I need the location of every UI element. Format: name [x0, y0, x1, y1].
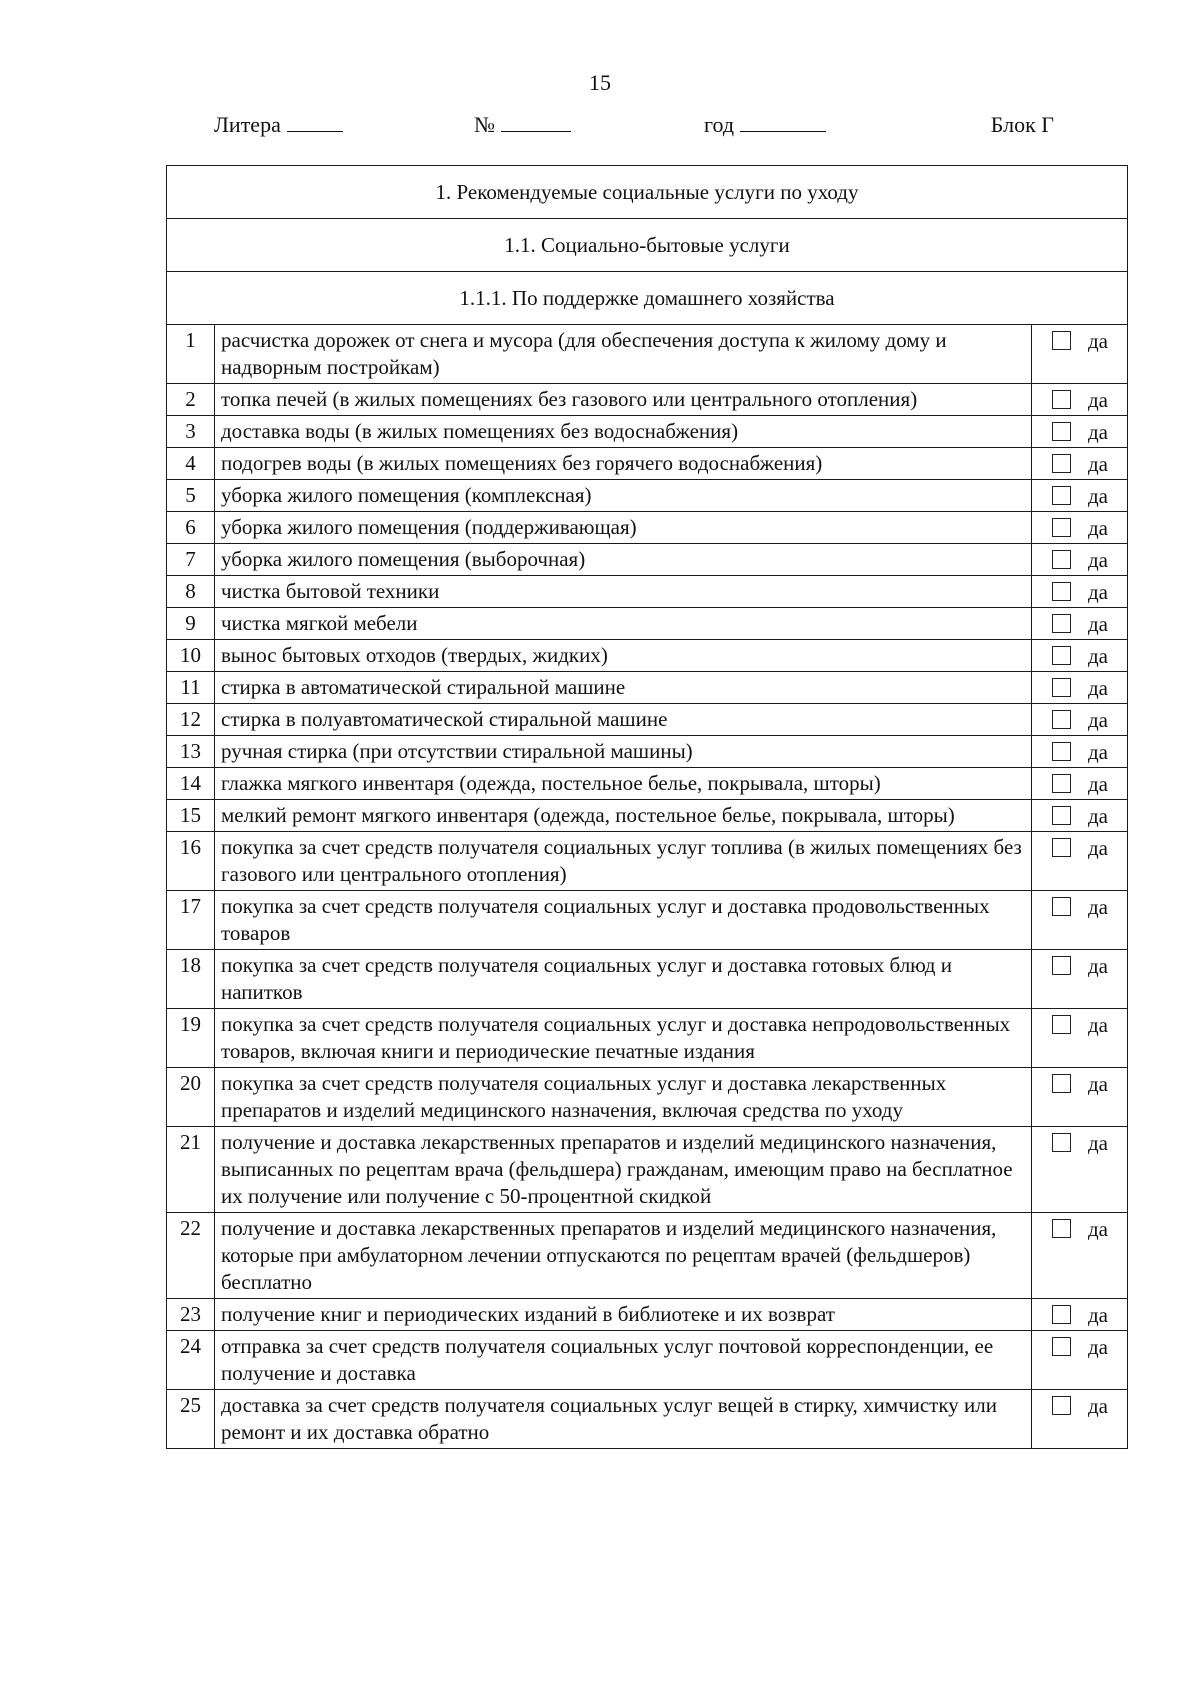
service-description: покупка за счет средств получателя социальных услуг и доставка продовольственных товаров [215, 891, 1032, 950]
yes-label: да [1088, 708, 1109, 732]
subsubsection-title: 1.1.1. По поддержке домашнего хозяйства [167, 272, 1128, 325]
yes-checkbox[interactable] [1052, 1396, 1071, 1415]
row-number: 12 [167, 704, 215, 736]
yes-label: да [1088, 1072, 1109, 1096]
row-number: 20 [167, 1068, 215, 1127]
yes-checkbox[interactable] [1052, 1015, 1071, 1034]
row-number: 6 [167, 512, 215, 544]
service-description: мелкий ремонт мягкого инвентаря (одежда, постельное белье, покрывала, шторы) [215, 800, 1032, 832]
table-row [167, 950, 1128, 1009]
yes-label: да [1088, 548, 1109, 572]
yes-checkbox[interactable] [1052, 582, 1071, 601]
table-row [167, 891, 1128, 950]
row-number: 19 [167, 1009, 215, 1068]
table-row [167, 325, 1128, 384]
row-number: 2 [167, 384, 215, 416]
yes-label: да [1088, 676, 1109, 700]
yes-checkbox[interactable] [1052, 1337, 1071, 1356]
table-row [167, 1299, 1128, 1331]
number-label: № [474, 112, 495, 137]
row-number: 18 [167, 950, 215, 1009]
yes-checkbox[interactable] [1052, 1074, 1071, 1093]
yes-checkbox[interactable] [1052, 897, 1071, 916]
yes-label: да [1088, 895, 1109, 919]
yes-label: да [1088, 1394, 1109, 1418]
services-table [166, 165, 1128, 1449]
yes-label: да [1088, 1335, 1109, 1359]
service-description: уборка жилого помещения (поддерживающая) [215, 512, 1032, 544]
answer-cell [1032, 325, 1128, 384]
row-number: 10 [167, 640, 215, 672]
yes-checkbox[interactable] [1052, 454, 1071, 473]
year-blank[interactable] [740, 111, 826, 132]
table-row [167, 672, 1128, 704]
answer-cell [1032, 544, 1128, 576]
row-number: 15 [167, 800, 215, 832]
service-description: доставка за счет средств получателя социальных услуг вещей в стирку, химчистку или ремонт и их доставка обратно [215, 1390, 1032, 1449]
subsection-title: 1.1. Социально-бытовые услуги [167, 219, 1128, 272]
yes-checkbox[interactable] [1052, 550, 1071, 569]
service-description: стирка в полуавтоматической стиральной машине [215, 704, 1032, 736]
year-label: год [704, 112, 735, 137]
table-row [167, 1331, 1128, 1390]
service-description: покупка за счет средств получателя социальных услуг топлива (в жилых помещениях без газового или центрального отопления) [215, 832, 1032, 891]
row-number: 23 [167, 1299, 215, 1331]
yes-label: да [1088, 836, 1109, 860]
yes-label: да [1088, 1303, 1109, 1327]
page-number: 15 [589, 70, 611, 95]
table-row [167, 832, 1128, 891]
answer-cell [1032, 512, 1128, 544]
table-row [167, 1009, 1128, 1068]
yes-label: да [1088, 388, 1109, 412]
answer-cell [1032, 672, 1128, 704]
service-description: стирка в автоматической стиральной машине [215, 672, 1032, 704]
row-number: 25 [167, 1390, 215, 1449]
table-row [167, 608, 1128, 640]
service-description: вынос бытовых отходов (твердых, жидких) [215, 640, 1032, 672]
table-row [167, 384, 1128, 416]
answer-cell [1032, 950, 1128, 1009]
row-number: 22 [167, 1213, 215, 1299]
service-description: получение книг и периодических изданий в библиотеке и их возврат [215, 1299, 1032, 1331]
yes-label: да [1088, 484, 1109, 508]
yes-checkbox[interactable] [1052, 422, 1071, 441]
service-description: уборка жилого помещения (выборочная) [215, 544, 1032, 576]
answer-cell [1032, 1213, 1128, 1299]
answer-cell [1032, 704, 1128, 736]
service-description: топка печей (в жилых помещениях без газового или центрального отопления) [215, 384, 1032, 416]
row-number: 11 [167, 672, 215, 704]
row-number: 17 [167, 891, 215, 950]
service-description: получение и доставка лекарственных препаратов и изделий медицинского назначения, которые при амбулаторном лечении отпускаются по рецептам врачей (фельдшеров) бесплатно [215, 1213, 1032, 1299]
service-description: чистка мягкой мебели [215, 608, 1032, 640]
table-row [167, 736, 1128, 768]
yes-label: да [1088, 329, 1109, 353]
form-header [214, 111, 1054, 139]
section-row [167, 166, 1128, 219]
service-description: подогрев воды (в жилых помещениях без горячего водоснабжения) [215, 448, 1032, 480]
row-number: 7 [167, 544, 215, 576]
answer-cell [1032, 640, 1128, 672]
yes-checkbox[interactable] [1052, 646, 1071, 665]
service-description: расчистка дорожек от снега и мусора (для обеспечения доступа к жилому дому и надворным постройкам) [215, 325, 1032, 384]
table-row [167, 1390, 1128, 1449]
answer-cell [1032, 768, 1128, 800]
row-number: 1 [167, 325, 215, 384]
answer-cell [1032, 480, 1128, 512]
answer-cell [1032, 891, 1128, 950]
yes-label: да [1088, 452, 1109, 476]
litera-field [214, 111, 343, 139]
yes-checkbox[interactable] [1052, 1219, 1071, 1238]
row-number: 5 [167, 480, 215, 512]
table-row [167, 1127, 1128, 1213]
answer-cell [1032, 1299, 1128, 1331]
table-row [167, 768, 1128, 800]
yes-label: да [1088, 772, 1109, 796]
number-field [474, 111, 571, 139]
answer-cell [1032, 800, 1128, 832]
table-row [167, 416, 1128, 448]
table-row [167, 800, 1128, 832]
table-row [167, 1213, 1128, 1299]
subsection-row [167, 219, 1128, 272]
service-description: покупка за счет средств получателя социальных услуг и доставка лекарственных препаратов и изделий медицинского назначения, включая средства по уходу [215, 1068, 1032, 1127]
answer-cell [1032, 1331, 1128, 1390]
service-description: ручная стирка (при отсутствии стиральной машины) [215, 736, 1032, 768]
yes-checkbox[interactable] [1052, 486, 1071, 505]
service-description: отправка за счет средств получателя социальных услуг почтовой корреспонденции, ее получение и доставка [215, 1331, 1032, 1390]
yes-label: да [1088, 612, 1109, 636]
yes-checkbox[interactable] [1052, 614, 1071, 633]
year-field [704, 111, 826, 139]
yes-label: да [1088, 644, 1109, 668]
yes-label: да [1088, 804, 1109, 828]
yes-checkbox[interactable] [1052, 1133, 1071, 1152]
yes-checkbox[interactable] [1052, 1305, 1071, 1324]
answer-cell [1032, 832, 1128, 891]
yes-label: да [1088, 580, 1109, 604]
answer-cell [1032, 608, 1128, 640]
answer-cell [1032, 736, 1128, 768]
table-row [167, 512, 1128, 544]
yes-checkbox[interactable] [1052, 390, 1071, 409]
row-number: 21 [167, 1127, 215, 1213]
row-number: 16 [167, 832, 215, 891]
answer-cell [1032, 576, 1128, 608]
yes-checkbox[interactable] [1052, 838, 1071, 857]
answer-cell [1032, 448, 1128, 480]
table-row [167, 544, 1128, 576]
row-number: 14 [167, 768, 215, 800]
yes-checkbox[interactable] [1052, 774, 1071, 793]
table-row [167, 1068, 1128, 1127]
service-description: покупка за счет средств получателя социальных услуг и доставка непродовольственных товаров, включая книги и периодические печатные издания [215, 1009, 1032, 1068]
yes-checkbox[interactable] [1052, 518, 1071, 537]
row-number: 8 [167, 576, 215, 608]
litera-blank[interactable] [287, 111, 343, 132]
table-row [167, 704, 1128, 736]
service-description: покупка за счет средств получателя социальных услуг и доставка готовых блюд и напитков [215, 950, 1032, 1009]
row-number: 9 [167, 608, 215, 640]
answer-cell [1032, 416, 1128, 448]
service-description: уборка жилого помещения (комплексная) [215, 480, 1032, 512]
yes-checkbox[interactable] [1052, 742, 1071, 761]
row-number: 13 [167, 736, 215, 768]
yes-label: да [1088, 516, 1109, 540]
yes-label: да [1088, 1217, 1109, 1241]
table-row [167, 576, 1128, 608]
yes-label: да [1088, 740, 1109, 764]
subsubsection-row [167, 272, 1128, 325]
answer-cell [1032, 1390, 1128, 1449]
table-row [167, 480, 1128, 512]
yes-label: да [1088, 954, 1109, 978]
section-title: 1. Рекомендуемые социальные услуги по уходу [167, 166, 1128, 219]
answer-cell [1032, 1127, 1128, 1213]
answer-cell [1032, 1068, 1128, 1127]
table-row [167, 448, 1128, 480]
yes-checkbox[interactable] [1052, 956, 1071, 975]
service-description: глажка мягкого инвентаря (одежда, постельное белье, покрывала, шторы) [215, 768, 1032, 800]
service-description: чистка бытовой техники [215, 576, 1032, 608]
service-description: доставка воды (в жилых помещениях без водоснабжения) [215, 416, 1032, 448]
yes-label: да [1088, 1013, 1109, 1037]
row-number: 3 [167, 416, 215, 448]
number-blank[interactable] [501, 111, 571, 132]
yes-label: да [1088, 1131, 1109, 1155]
yes-checkbox[interactable] [1052, 710, 1071, 729]
answer-cell [1032, 1009, 1128, 1068]
table-row [167, 640, 1128, 672]
row-number: 24 [167, 1331, 215, 1390]
row-number: 4 [167, 448, 215, 480]
yes-label: да [1088, 420, 1109, 444]
yes-checkbox[interactable] [1052, 331, 1071, 350]
yes-checkbox[interactable] [1052, 678, 1071, 697]
litera-label: Литера [214, 112, 281, 137]
answer-cell [1032, 384, 1128, 416]
yes-checkbox[interactable] [1052, 806, 1071, 825]
block-label: Блок Г [990, 112, 1054, 137]
service-description: получение и доставка лекарственных препаратов и изделий медицинского назначения, выписанных по рецептам врача (фельдшера) гражданам, имеющим право на бесплатное их получение или получение с 50-процентной скидкой [215, 1127, 1032, 1213]
